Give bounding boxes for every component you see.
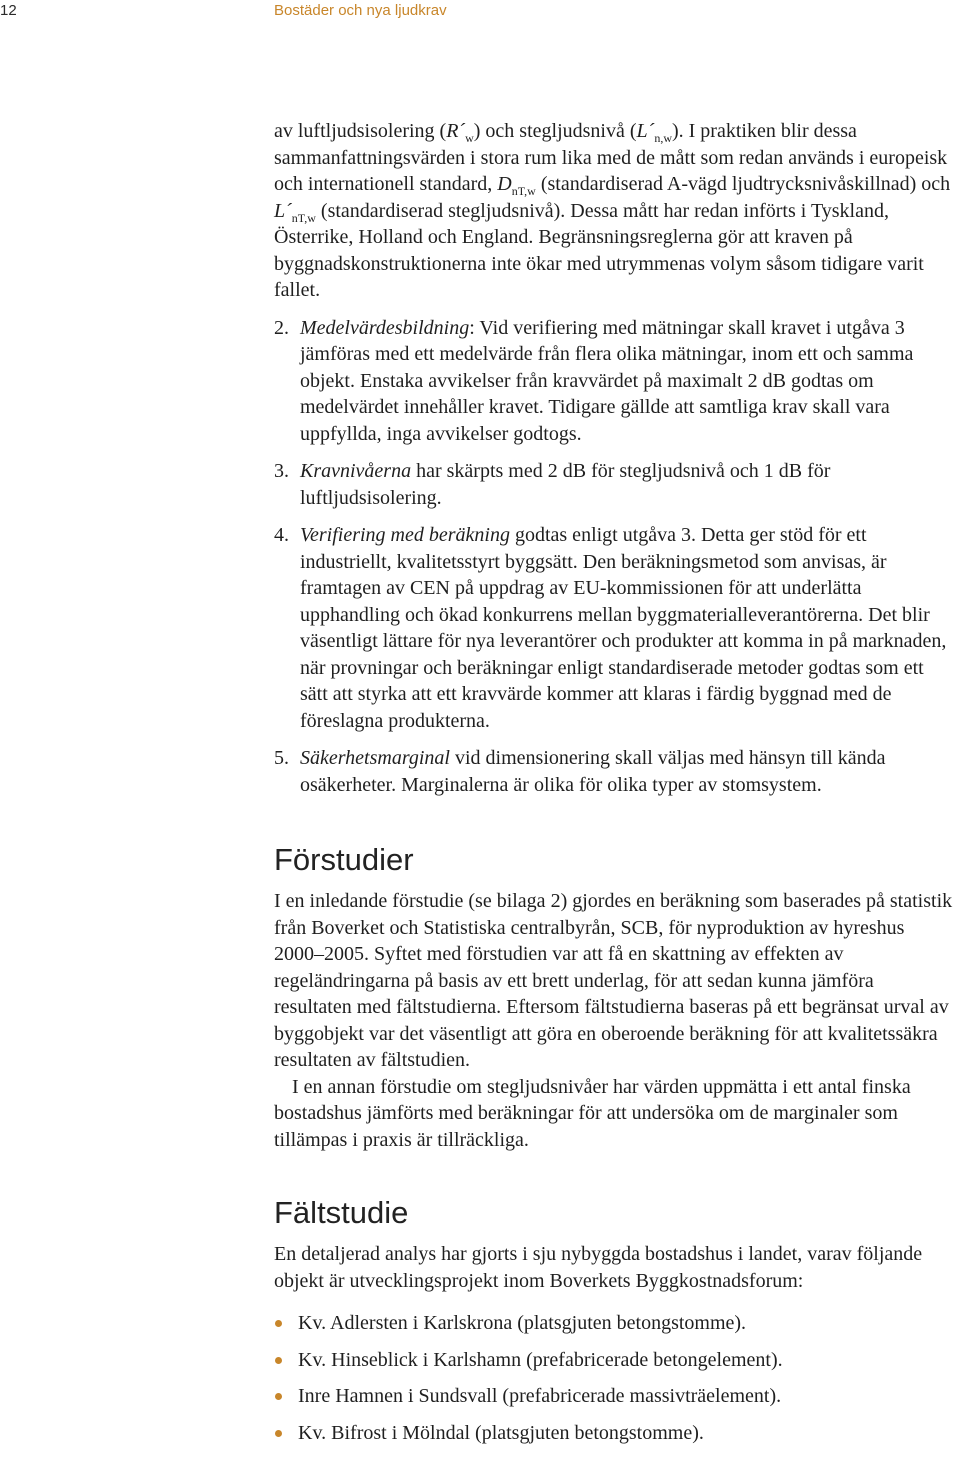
bullet-item (274, 1347, 956, 1374)
intro-text-1: av luftljudsisolering ( (274, 120, 447, 142)
intro-text-2: ) och stegljudsnivå ( (473, 120, 637, 142)
list-item (274, 315, 956, 448)
page-number: 12 (0, 2, 17, 19)
intro-paragraph (274, 118, 956, 304)
symbol-l-subscript: n,w (654, 131, 672, 145)
list-item-term: Kravnivåerna (300, 460, 412, 482)
bullet-text: Kv. Adlersten i Karlskrona (platsgjuten betongstomme). (298, 1312, 747, 1334)
symbol-r-subscript: w (465, 131, 474, 145)
list-item-number: 4. (274, 524, 289, 546)
symbol-r-prime: R´ (446, 120, 466, 142)
forstudier-paragraph-2: I en annan förstudie om stegljudsnivåer har värden uppmätta i ett antal finska bostadshus jämförts med beräkningar för att undersöka om de marginaler som tillämpas i praxis är tillräckliga. (274, 1075, 911, 1151)
symbol-l-prime-nt: L´ (274, 199, 292, 222)
bullet-text: Inre Hamnen i Sundsvall (prefabricerade massivträelement). (298, 1385, 782, 1407)
project-bullet-list (274, 1310, 956, 1446)
faltstudie-paragraph: En detaljerad analys har gjorts i sju nybyggda bostadshus i landet, varav följande objekt är utvecklingsprojekt inom Boverkets Byggkostnadsforum: (274, 1243, 923, 1292)
list-item (274, 745, 956, 798)
list-item-text: : Vid verifiering med mätningar skall kravet i utgåva 3 jämföras med ett medelvärde från flera olika mätningar, inom ett och samma objekt. Enstaka avvikelser från kravvärdet på maximalt 2 dB godtas om medelvärdet innehåller kravet. Tidigare gällde att samtliga krav skall vara uppfyllda, inga avvikelser godtogs. (300, 316, 914, 445)
bullet-dot-icon (275, 1393, 282, 1400)
main-content (274, 118, 956, 1456)
symbol-l-prime: L´ (636, 120, 655, 142)
bullet-item (274, 1420, 956, 1447)
intro-text-3: ). I praktiken blir dessa sammanfattningsvärden i stora rum lika med de mått som redan används i europeisk och internationell standard, (274, 120, 948, 195)
bullet-dot-icon (275, 1357, 282, 1364)
bullet-item (274, 1310, 956, 1337)
bullet-dot-icon (275, 1320, 282, 1327)
section-heading-forstudier: Förstudier (274, 842, 414, 877)
list-item-text: godtas enligt utgåva 3. Detta ger stöd för ett industriellt, kvalitetsstyrt byggsätt. Den beräkningsmetod som anvisas, är framtagen av CEN på uppdrag av EU-kommissionen för att underlätta upphandling och ökad konkurrens mellan byggmaterialleverantörerna. Det blir väsentligt lättare för nya leverantörer och produkter att komma in på marknaden, när provningar och beräkningar enligt standardiserade metoder godtas som ett sätt att styrka att ett kravvärde kommer att klaras i färdig byggnad med de föreslagna produkterna. (300, 524, 947, 732)
symbol-d-subscript: nT,w (511, 184, 536, 198)
bullet-dot-icon (275, 1430, 282, 1437)
list-item-number: 2. (274, 316, 289, 339)
list-item-term: Medelvärdesbildning (300, 316, 470, 339)
intro-text-5: (standardiserad stegljudsnivå). Dessa mått har redan införts i Tyskland, Österrike, Holland och England. Begränsningsreglerna gör att kraven på byggnadskonstruktionerna inte ökar med utrymmenas volym såsom tidigare varit fallet. (274, 199, 924, 301)
page-header (0, 0, 960, 24)
list-item-number: 3. (274, 460, 289, 482)
list-item-term: Säkerhetsmarginal (300, 747, 450, 769)
list-item-number: 5. (274, 747, 289, 769)
symbol-l-nt-subscript: nT,w (291, 210, 316, 225)
symbol-d: D (497, 173, 512, 195)
section-heading-faltstudie: Fältstudie (274, 1195, 409, 1230)
bullet-text: Kv. Bifrost i Mölndal (platsgjuten betongstomme). (298, 1421, 704, 1444)
intro-text-4: (standardiserad A-vägd ljudtrycksnivåskillnad) och (535, 173, 951, 195)
bullet-item (274, 1383, 956, 1410)
running-title: Bostäder och nya ljudkrav (274, 2, 447, 19)
forstudier-paragraph-1: I en inledande förstudie (se bilaga 2) gjordes en beräkning som baserades på statistik från Boverket och Statistiska centralbyrån, SCB, för nyproduktion av hyreshus 2000–2005. Syftet med förstudien var att få en skattning av effekten av regeländringarna på basis av ett brett underlag, för att sedan kunna jämföra resultaten med fältstudierna. Eftersom fältstudierna baseras på ett begränsat urval av byggobjekt var det väsentligt att göra en oberoende beräkning för att kvalitetssäkra resultaten av fältstudien. (274, 890, 953, 1071)
list-item-text: har skärpts med 2 dB för stegljudsnivå och 1 dB för luftljudsisolering. (300, 460, 831, 509)
list-item-text: vid dimensionering skall väljas med hänsyn till kända osäkerheter. Marginalerna är olika för olika typer av stomsystem. (300, 747, 886, 796)
bullet-text: Kv. Hinseblick i Karlshamn (prefabricerade betongelement). (298, 1348, 783, 1371)
list-item (274, 522, 956, 734)
list-item-term: Verifiering med beräkning (300, 524, 510, 546)
list-item (274, 458, 956, 511)
